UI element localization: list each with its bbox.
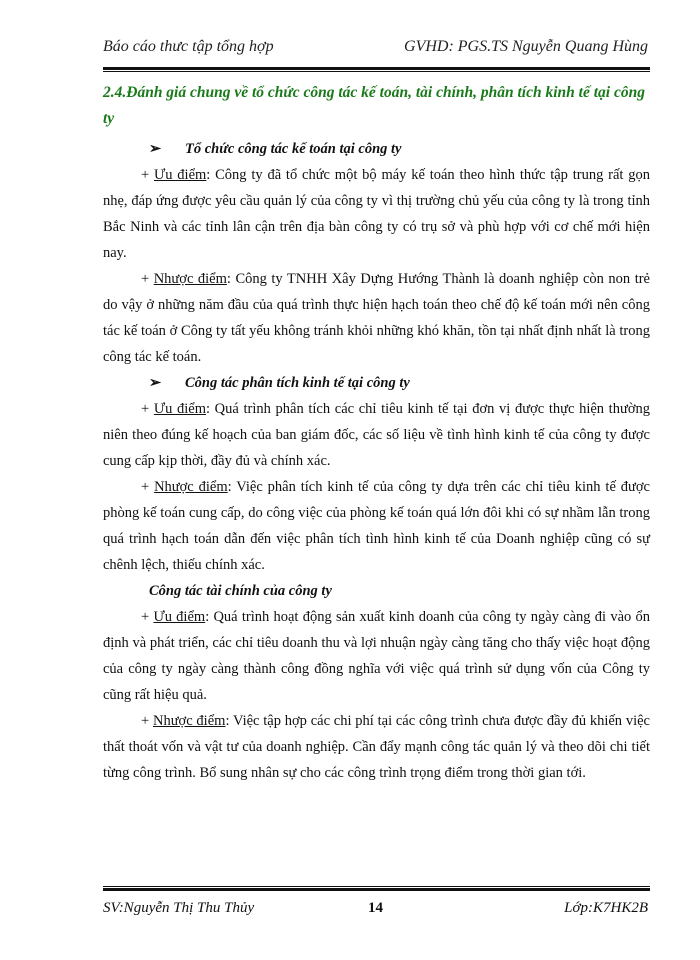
pros-paragraph: + Ưu điểm: Quá trình phân tích các chỉ tiêu kinh tế tại đơn vị được thực hiện thường niên theo đúng kế hoạch của ban giám đốc, các số liệu về tình hình kinh tế của công ty được cung cấp kịp thời, đầy đủ và chính xác. xyxy=(103,401,650,469)
footer-divider xyxy=(103,886,650,891)
page-header xyxy=(103,38,648,62)
page-footer xyxy=(103,900,648,922)
footer-student: SV:Nguyễn Thị Thu Thủy xyxy=(103,900,255,916)
cons-text: : Việc tập hợp các chi phí tại các công trình chưa được đầy đủ khiến việc thất thoát vốn và vật tư của doanh nghiệp. Cần đẩy mạnh công tác quản lý và theo dõi chi tiết từng công trình. Bổ sung nhân sự cho các công trình trọng điểm trong thời gian tới. xyxy=(103,713,650,781)
subsection-heading-accounting xyxy=(103,136,650,162)
subsection-heading-text: Công tác tài chính của công ty xyxy=(149,583,332,599)
cons-label: Nhược điểm xyxy=(152,713,226,729)
pros-label: Ưu điểm xyxy=(153,609,206,625)
arrow-bullet-icon: ➢ xyxy=(149,141,162,157)
subsection-heading-finance xyxy=(103,578,650,604)
pros-label: Ưu điểm xyxy=(153,167,207,183)
cons-text: : Việc phân tích kinh tế của công ty dựa trên các chỉ tiêu kinh tế được phòng kế toán cung cấp, do công việc của phòng kế toán quá lớn đôi khi có sự nhầm lẫn trong quá trình hạch toán dẫn đến việc phân tích tình hình kinh tế của Doanh nghiệp cũng có sự chênh lệch, thiếu chính xác. xyxy=(103,479,650,573)
pros-text: : Công ty đã tổ chức một bộ máy kế toán theo hình thức tập trung rất gọn nhẹ, đáp ứng được yêu cầu quản lý của công ty vì thị trường chủ yếu của công ty là trong tỉnh Bắc Ninh và các tỉnh lân cận trên địa bàn công ty có trụ sở và phù hợp với cơ chế mới hiện nay. xyxy=(103,167,650,261)
header-divider xyxy=(103,67,650,72)
cons-paragraph: + Nhược điểm: Công ty TNHH Xây Dựng Hướng Thành là doanh nghiệp còn non trẻ do vậy ở những năm đầu của quá trình thực hiện hạch toán theo chế độ kế toán mới nên công tác kế toán ở Công ty tất yếu không tránh khỏi những khó khăn, tồn tại nhất định nhất là trong công tác kế toán. xyxy=(103,271,650,365)
pros-paragraph: + Ưu điểm: Công ty đã tổ chức một bộ máy kế toán theo hình thức tập trung rất gọn nhẹ, đáp ứng được yêu cầu quản lý của công ty vì thị trường chủ yếu của công ty là trong tỉnh Bắc Ninh và các tỉnh lân cận trên địa bàn công ty có trụ sở và phù hợp với cơ chế mới hiện nay. xyxy=(103,167,650,261)
page-number: 14 xyxy=(368,900,383,916)
cons-label: Nhược điểm xyxy=(153,271,227,287)
subsection-heading-text: Tổ chức công tác kế toán tại công ty xyxy=(185,141,402,157)
header-report-title: Báo cáo thưc tập tổng hợp xyxy=(103,38,274,55)
section-title: 2.4.Đánh giá chung về tổ chức công tác kế toán, tài chính, phân tích kinh tế tại công ty xyxy=(103,84,645,127)
subsection-heading-analysis xyxy=(103,370,650,396)
subsection-heading-text: Công tác phân tích kinh tế tại công ty xyxy=(185,375,410,391)
cons-paragraph: + Nhược điểm: Việc tập hợp các chi phí tại các công trình chưa được đầy đủ khiến việc thất thoát vốn và vật tư của doanh nghiệp. Cần đẩy mạnh công tác quản lý và theo dõi chi tiết từng công trình. Bổ sung nhân sự cho các công trình trọng điểm trong thời gian tới. xyxy=(103,713,650,781)
cons-paragraph: + Nhược điểm: Việc phân tích kinh tế của công ty dựa trên các chỉ tiêu kinh tế được phòng kế toán cung cấp, do công việc của phòng kế toán quá lớn đôi khi có sự nhầm lẫn trong quá trình hạch toán dẫn đến việc phân tích tình hình kinh tế của Doanh nghiệp cũng có sự chênh lệch, thiếu chính xác. xyxy=(103,479,650,573)
pros-text: : Quá trình phân tích các chỉ tiêu kinh tế tại đơn vị được thực hiện thường niên theo đúng kế hoạch của ban giám đốc, các số liệu về tình hình kinh tế của công ty được cung cấp kịp thời, đầy đủ và chính xác. xyxy=(103,401,650,469)
pros-text: : Quá trình hoạt động sản xuất kinh doanh của công ty ngày càng đi vào ổn định và phát triển, các chỉ tiêu doanh thu và lợi nhuận ngày càng tăng cho thấy việc hoạt động của công ty ngày càng thành công đồng nghĩa với việc quá trình sử dụng vốn của Công ty cũng rất hiệu quả. xyxy=(103,609,651,703)
cons-label: Nhược điểm xyxy=(154,479,228,495)
cons-text: : Công ty TNHH Xây Dựng Hướng Thành là doanh nghiệp còn non trẻ do vậy ở những năm đầu của quá trình thực hiện hạch toán theo chế độ kế toán mới nên công tác kế toán ở Công ty tất yếu không tránh khỏi những khó khăn, tồn tại nhất định nhất là trong công tác kế toán. xyxy=(103,271,650,365)
pros-label: Ưu điểm xyxy=(153,401,206,417)
pros-paragraph: + Ưu điểm: Quá trình hoạt động sản xuất kinh doanh của công ty ngày càng đi vào ổn định và phát triển, các chỉ tiêu doanh thu và lợi nhuận ngày càng tăng cho thấy việc hoạt động của công ty ngày càng thành công đồng nghĩa với việc quá trình sử dụng vốn của Công ty cũng rất hiệu quả. xyxy=(103,609,651,703)
arrow-bullet-icon: ➢ xyxy=(149,375,162,391)
footer-class: Lớp:K7HK2B xyxy=(564,900,648,916)
header-supervisor: GVHD: PGS.TS Nguyễn Quang Hùng xyxy=(404,38,648,55)
page-body xyxy=(103,80,650,786)
